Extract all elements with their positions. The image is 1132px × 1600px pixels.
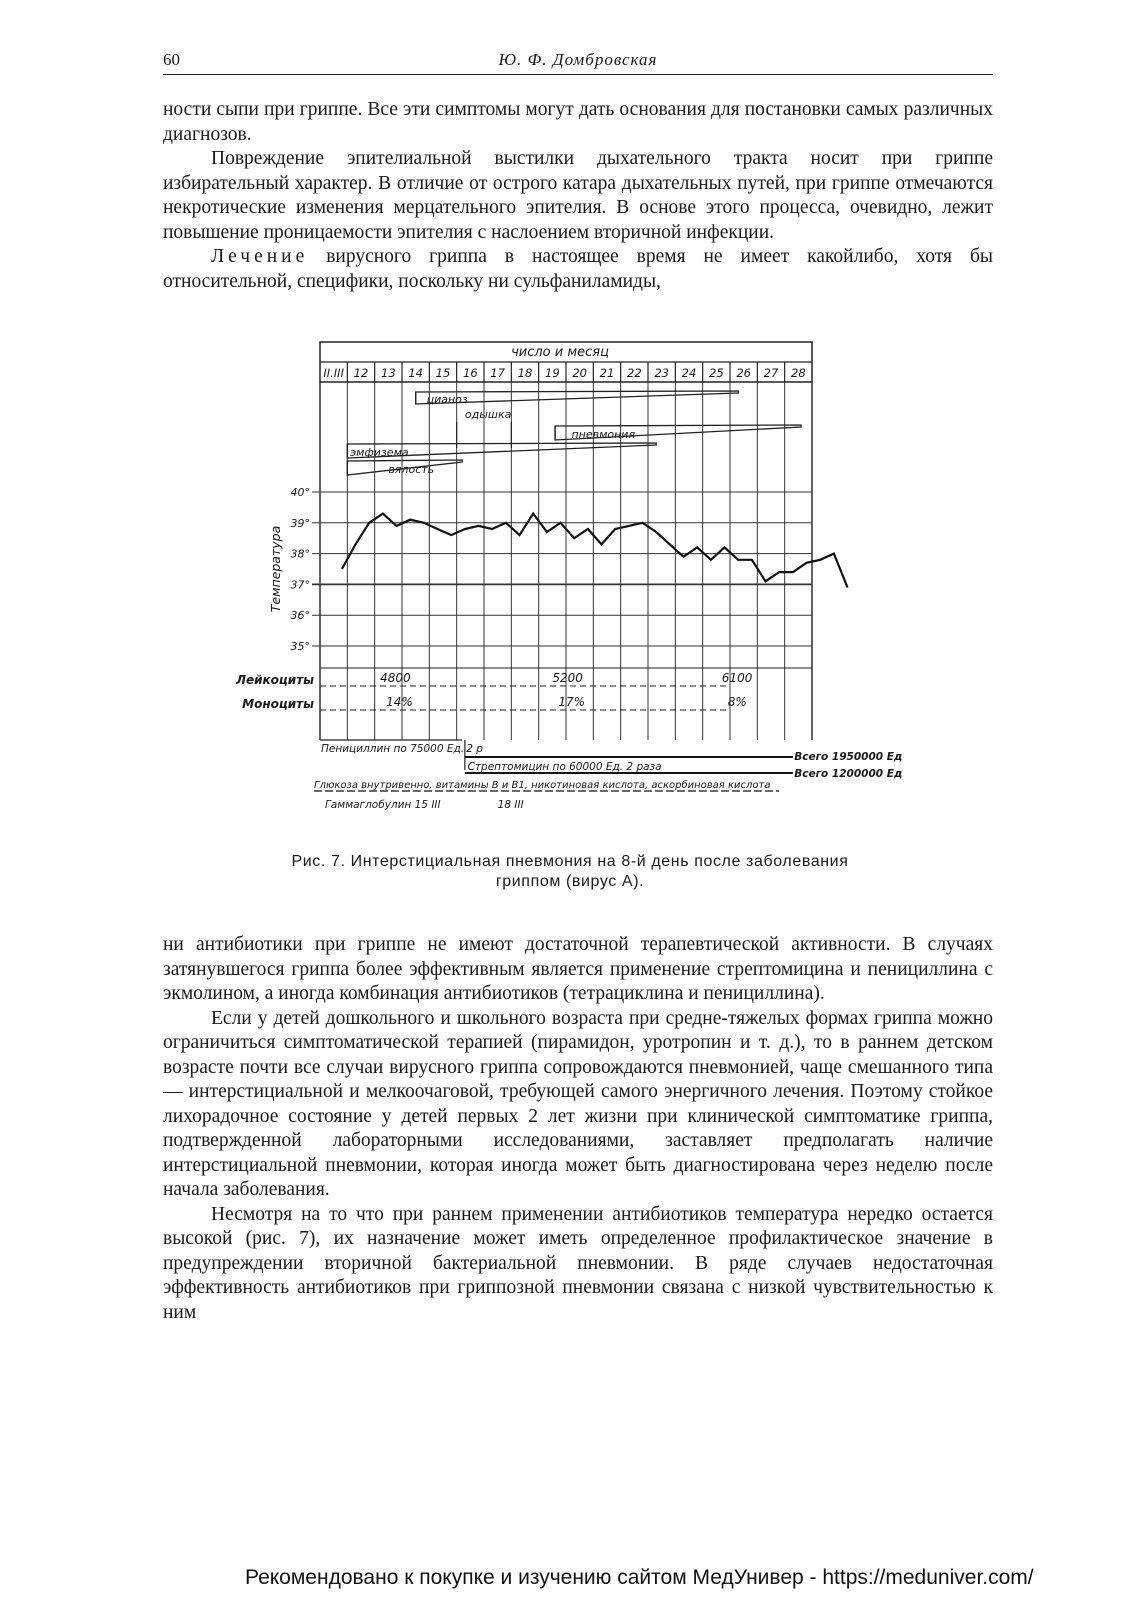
day-label: 16 <box>463 366 478 380</box>
paragraph: ни антибиотики при гриппе не имеют достаточной терапевтической активности. В случаях затянувшегося гриппа более эффективным является применение стрептомицина и пенициллина с экмолином, а иногда комбинация антибиотиков (тетрациклина и пенициллина). <box>163 934 993 1004</box>
paragraph: Несмотря на то что при раннем применении антибиотиков температура нередко остается высокой (рис. 7), их назначение может иметь определенное профилактическое значение в предупреждении вторичной бактериальной пневмонии. В ряде случаев недостаточная эффективность антибиотиков при гриппозной пневмонии связана с низкой чувствительностью к ним <box>163 1203 993 1323</box>
lab-row-label: Моноциты <box>242 697 314 711</box>
symptom-label-cyanosis: цианоз <box>426 393 468 406</box>
body-text-bottom <box>163 933 993 1325</box>
treatment-streptomycin-total: Всего 1200000 Ед <box>794 768 903 780</box>
figure-caption <box>220 852 920 892</box>
day-label: 13 <box>381 366 396 380</box>
leukocyte-value: 4800 <box>380 671 411 685</box>
day-label: 25 <box>709 366 724 380</box>
treatment-penicillin-total: Всего 1950000 Ед <box>794 751 903 763</box>
day-label: 20 <box>572 366 587 380</box>
paragraph <box>163 245 993 294</box>
temperature-chart-svg <box>235 340 903 830</box>
temp-tick-label: 40° <box>290 486 310 499</box>
treatment-glucose: Глюкоза внутривенно, витамины B и B1, никотиновая кислота, аскорбиновая кислота <box>314 780 771 791</box>
symptom-label-dyspnea: одышка <box>464 408 512 421</box>
temp-tick-label: 38° <box>290 547 310 561</box>
temperature-series-line <box>342 514 848 588</box>
symptom-label-emphysema: эмфизема <box>350 446 409 459</box>
symptom-label-pneumonia: пневмония <box>571 428 636 441</box>
day-label: 27 <box>763 366 779 380</box>
treatment-rows <box>314 740 902 811</box>
spaced-word: Лечение <box>211 246 309 267</box>
treatment-penicillin-freq: 2 р <box>466 743 483 755</box>
day-label: 24 <box>681 366 697 380</box>
monocyte-value: 8% <box>727 695 747 709</box>
day-label: 17 <box>490 366 505 380</box>
day-label: 15 <box>435 366 451 380</box>
leukocyte-value: 5200 <box>552 671 583 685</box>
footer-note: Рекомендовано к покупке и изучению сайтом МедУнивер - https://meduniver.com/ <box>245 1566 1034 1589</box>
temp-tick-label: 35° <box>290 640 310 653</box>
monocyte-value: 14% <box>386 695 413 709</box>
page-number: 60 <box>163 50 180 69</box>
treatment-penicillin: Пенициллин по 75000 Ед. <box>321 743 465 755</box>
paragraph: Повреждение эпителиальной выстилки дыхательного тракта носит при гриппе избирательный характер. В отличие от острого катара дыхательных путей, при гриппе отмечаются некротические изменения мерцательного эпителия. В основе этого процесса, очевидно, лежит повышение проницаемости эпителия с наслоением вторичной инфекции. <box>163 148 993 243</box>
header-label: число и месяц <box>511 345 609 360</box>
day-label: 18 <box>517 366 533 380</box>
monocyte-value: 17% <box>558 695 586 709</box>
temperature-line <box>342 514 848 588</box>
treatment-gammaglobulin-2: 18 III <box>497 799 524 811</box>
day-label: 23 <box>654 366 669 380</box>
paragraph: Если у детей дошкольного и школьного возраста при средне-тяжелых формах гриппа можно ограничиться симптоматической терапией (пирамидон, уротропин и т. д.), то в раннем детском возрасте почти все случаи вирусного гриппа сопровождаются пневмонией, чаще смешанного типа — интерстициальной и мелкоочаговой, требующей самого энергичного лечения. Поэтому стойкое лихорадочное состояние у детей первых 2 лет жизни при клинической симптоматике гриппа, подтвержденной лабораторными исследованиями, заставляет предполагать наличие интерстициальной пневмонии, которая иногда может быть диагностирована через неделю после начала заболевания. <box>163 1007 993 1200</box>
lab-rows <box>235 668 812 711</box>
temp-tick-label: 39° <box>290 516 310 530</box>
day-label: 28 <box>791 366 806 380</box>
day-label: 21 <box>599 366 615 380</box>
day-label: 19 <box>545 366 560 380</box>
paragraph: ности сыпи при гриппе. Все эти симптомы могут дать основания для постановки самых различных диагнозов. <box>163 99 993 145</box>
leukocyte-value: 6100 <box>721 671 753 685</box>
temp-tick-label: 37° <box>290 578 310 592</box>
body-text-top <box>163 98 993 294</box>
caption-line-1: Рис. 7. Интерстициальная пневмония на 8-й день после заболевания <box>291 853 849 870</box>
symptom-label-weakness: вялость <box>388 463 435 476</box>
day-label: 12 <box>353 366 369 380</box>
day-label: 26 <box>736 366 751 380</box>
caption-line-2: гриппом (вирус А). <box>495 873 645 890</box>
temperature-axis-label: Температура <box>268 525 283 613</box>
paragraph-rest: вирусного гриппа в настоящее время не имеет какойлибо, хотя бы относительной, специфики, поскольку ни сульфаниламиды, <box>163 246 993 292</box>
lab-row-label: Лейкоциты <box>235 673 314 687</box>
treatment-gammaglobulin: Гаммаглобулин 15 III <box>325 799 441 811</box>
day-label: 22 <box>627 366 642 380</box>
temp-tick-label: 36° <box>290 609 310 623</box>
day-label: 14 <box>408 366 423 380</box>
day-label: II.III <box>323 366 344 380</box>
figure-7-chart <box>235 340 903 830</box>
running-title: Ю. Ф. Домбровская <box>498 50 658 69</box>
treatment-streptomycin: Стрептомицин по 60000 Ед. 2 раза <box>467 761 662 773</box>
symptom-bars <box>347 391 801 476</box>
page-header <box>163 50 993 75</box>
